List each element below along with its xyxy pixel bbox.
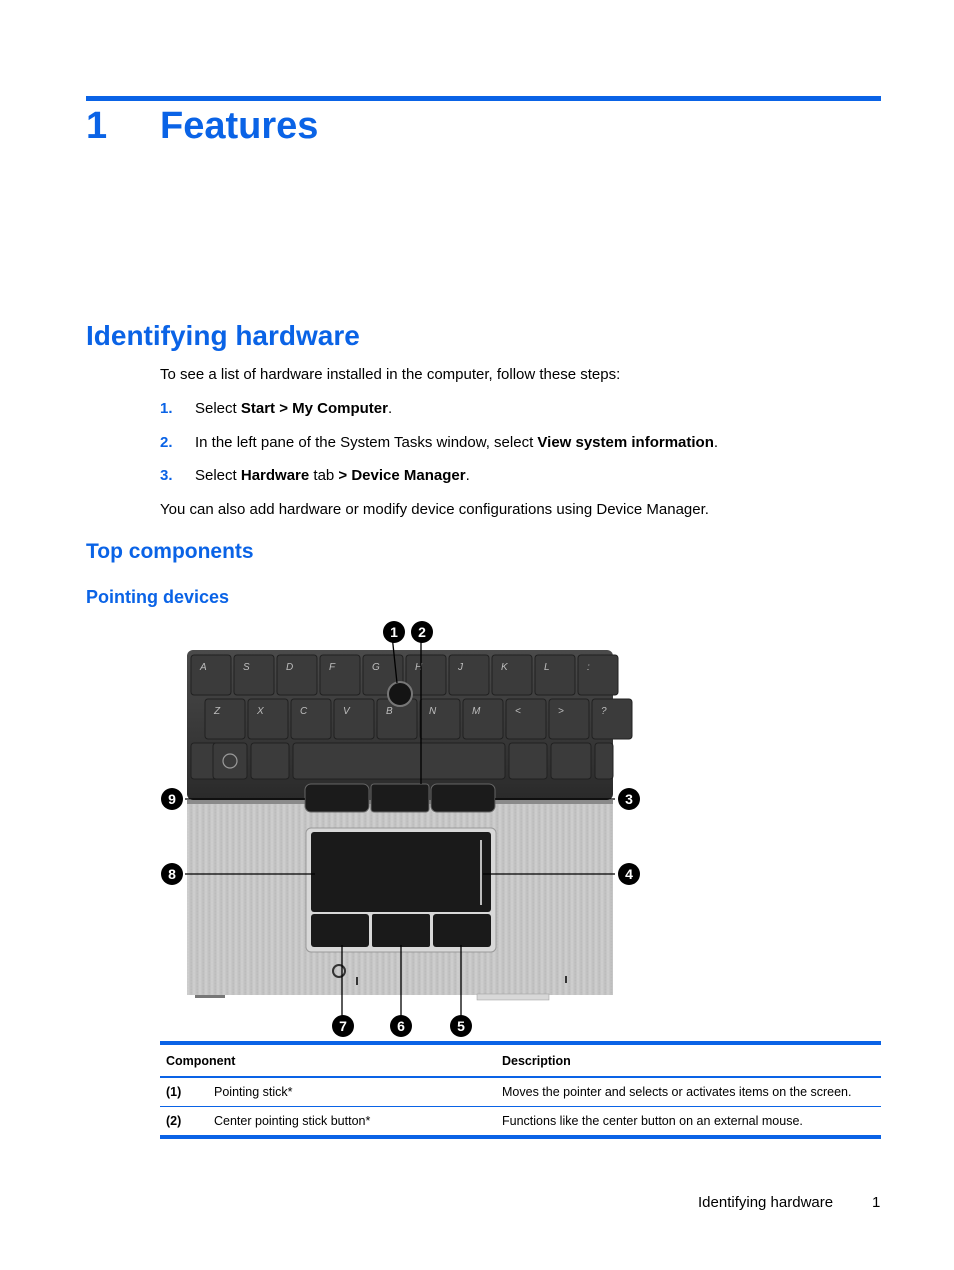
alt-key [509,743,547,779]
callout-number: 7 [339,1018,347,1034]
keyboard-key [492,655,532,695]
key-label: D [286,662,294,673]
chapter-title: Features [160,105,319,147]
step-text-run: In the left pane of the System Tasks window, select [195,434,538,451]
key-label: X [257,706,264,717]
step-bold-run: > Device Manager [338,467,466,484]
key-label: > [558,706,564,717]
row-number: (1) [160,1077,208,1107]
table-row [160,1077,881,1107]
step-number-1: 1. [160,400,173,417]
keyboard-key [535,655,575,695]
key-label: M [472,706,481,717]
spacebar-key [293,743,505,779]
keyboard-key [291,699,331,739]
keyboard-key [463,699,503,739]
menu-key [551,743,591,779]
keyboard-key [578,655,618,695]
pointing-stick [388,682,412,706]
step-text-3 [195,466,470,486]
key-label: N [429,706,437,717]
step-bold-run: Hardware [240,467,310,484]
callout-number: 1 [390,624,398,640]
callout-number: 2 [418,624,426,640]
key-label: B [386,706,393,717]
keyboard-key [420,699,460,739]
key-label: ? [601,706,607,717]
touchpad-button-left [311,914,369,947]
header-description: Description [496,1043,881,1077]
touchpad-button-center [372,914,430,947]
touchpad-button-right [433,914,491,947]
keyboard-key [549,699,589,739]
step-text-2 [195,433,718,453]
header-component: Component [160,1043,496,1077]
key-label: A [200,662,207,673]
step-text-1 [195,399,392,419]
step-text-run: Select [195,467,241,484]
note-paragraph: You can also add hardware or modify device configurations using Device Manager. [160,501,709,518]
subsection-title: Top components [86,540,254,563]
callout-number: 6 [397,1018,405,1034]
key-label: G [372,662,380,673]
keyboard-key [205,699,245,739]
key-label: : [587,662,590,673]
component-table [160,1041,881,1139]
table-header-row [160,1043,881,1077]
stick-button-left [305,784,369,812]
key-label: K [501,662,508,673]
windows-key [213,743,247,779]
callout-number: 5 [457,1018,465,1034]
keyboard-key [234,655,274,695]
subsubsection-title: Pointing devices [86,587,230,607]
alt-key [251,743,289,779]
key-label: < [515,706,521,717]
row-component: Pointing stick* [208,1077,496,1107]
keyboard-key [449,655,489,695]
step-number-2: 2. [160,434,173,451]
key-label: V [343,706,350,717]
key-label: S [243,662,250,673]
keyboard-key [277,655,317,695]
chapter-number: 1 [86,105,108,147]
key-label: Z [214,706,221,717]
section-title: Identifying hardware [86,320,360,351]
key-label: F [329,662,336,673]
step-bold-run: View system information [537,434,714,451]
keyboard-key [506,699,546,739]
step-text-run: tab [309,467,339,484]
row-description: Functions like the center button on an external mouse. [496,1107,881,1138]
footer-page-number: 1 [872,1194,881,1211]
step-bold-run: Start > My Computer [240,400,388,417]
step-text-run: . [465,467,470,484]
keyboard-key [592,699,632,739]
step-number-3: 3. [160,467,173,484]
key-label: C [300,706,308,717]
stick-button-right [431,784,495,812]
key-label: J [458,662,463,673]
keyboard-key [248,699,288,739]
keyboard-key [191,655,231,695]
row-number: (2) [160,1107,208,1138]
callout-number: 4 [625,866,633,882]
keyboard-key [595,743,613,779]
callout-number: 8 [168,866,176,882]
row-component: Center pointing stick button* [208,1107,496,1138]
row-description: Moves the pointer and selects or activates items on the screen. [496,1077,881,1107]
pointing-devices-figure [155,615,645,1045]
keyboard-key [334,699,374,739]
step-text-run: . [713,434,719,451]
table-row [160,1107,881,1138]
footer-section-name: Identifying hardware [698,1194,834,1211]
keyboard-key [320,655,360,695]
touchpad [311,832,491,912]
callout-number: 3 [625,791,633,807]
key-label: H [415,662,423,673]
key-label: L [544,662,550,673]
stick-button-center [371,784,429,812]
step-text-run: Select [195,400,241,417]
intro-paragraph: To see a list of hardware installed in the computer, follow these steps: [160,366,621,383]
step-text-run: . [387,400,393,417]
callout-number: 9 [168,791,176,807]
keyboard-keys [191,655,632,779]
